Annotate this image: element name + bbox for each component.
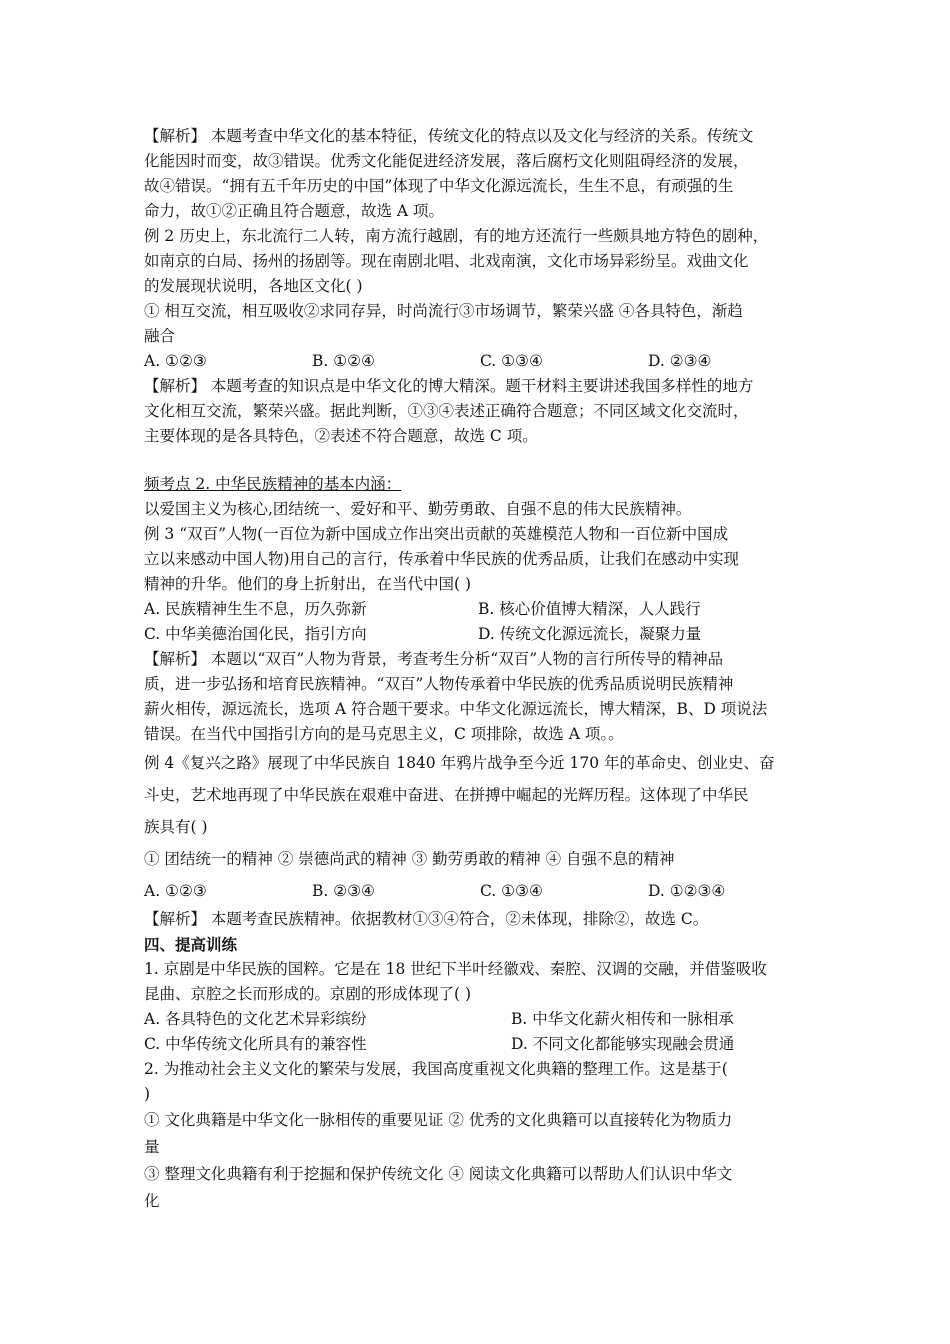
statement-items: ① 团结统一的精神 ② 崇德尚武的精神 ③ 勤劳勇敢的精神 ④ 自强不息的精神 — [144, 850, 675, 868]
option-b: B. ②③④ — [312, 882, 375, 900]
document-page — [144, 124, 812, 1215]
question-2 — [144, 1057, 812, 1215]
key-point-title: 频考点 2. 中华民族精神的基本内涵： — [144, 475, 402, 493]
question-stem-line: ) — [144, 1085, 151, 1103]
option-b: B. 核心价值博大精深，人人践行 — [478, 600, 701, 618]
option-d: D. ②③④ — [648, 352, 712, 370]
option-row — [144, 1007, 812, 1032]
question-stem-line: 的发展现状说明，各地区文化( ) — [144, 277, 363, 295]
option-row — [144, 875, 812, 907]
option-row — [144, 1032, 812, 1057]
option-row — [144, 349, 812, 374]
statement-line: 量 — [144, 1138, 160, 1156]
question-stem-line: 精神的升华。他们的身上折射出，在当代中国( ) — [144, 575, 472, 593]
question-stem-line: 融合 — [144, 327, 176, 345]
option-b: B. 中华文化薪火相传和一脉相承 — [511, 1010, 734, 1028]
example-2 — [144, 224, 812, 449]
question-stem-line: 例 3 “双百”人物(一百位为新中国成立作出突出贡献的英雄模范人物和一百位新中国成 — [144, 525, 729, 543]
option-a: A. ①②③ — [144, 352, 207, 370]
analysis-line: 【解析】 本题考查的知识点是中华文化的博大精深。题干材料主要讲述我国多样性的地方 — [144, 377, 754, 395]
key-point-2 — [144, 472, 812, 522]
spacer — [144, 449, 812, 472]
question-stem-line: 例 4《复兴之路》展现了中华民族自 1840 年鸦片战争至今近 170 年的革命史、创业史、奋 — [144, 754, 775, 772]
question-stem-line: 1. 京剧是中华民族的国粹。它是在 18 世纪下半叶经徽戏、秦腔、汉调的交融，并借鉴吸收 — [144, 960, 767, 978]
question-stem-line: 昆曲、京腔之长而形成的。京剧的形成体现了( ) — [144, 985, 472, 1003]
question-stem-line: 2. 为推动社会主义文化的繁荣与发展，我国高度重视文化典籍的整理工作。这是基于( — [144, 1060, 728, 1078]
option-d: D. 传统文化源远流长，凝聚力量 — [478, 625, 702, 643]
question-stem-line: 如南京的白局、扬州的扬剧等。现在南剧北唱、北戏南演，文化市场异彩纷呈。戏曲文化 — [144, 252, 749, 270]
option-d: D. 不同文化都能够实现融会贯通 — [511, 1035, 735, 1053]
question-stem-line: ① 相互交流，相互吸收②求同存异，时尚流行③市场调节，繁荣兴盛 ④各具特色，渐趋 — [144, 302, 743, 320]
option-c: C. 中华美德治国化民，指引方向 — [144, 625, 367, 643]
analysis-line: 质，进一步弘扬和培育民族精神。“双百”人物传承着中华民族的优秀品质说明民族精神 — [144, 675, 734, 693]
analysis-line: 【解析】 本题考查民族精神。依据教材①③④符合，②未体现，排除②，故选 C。 — [144, 910, 709, 928]
statement-line: 化 — [144, 1192, 160, 1210]
question-stem-line: 例 2 历史上，东北流行二人转，南方流行越剧，有的地方还流行一些颇具地方特色的剧种， — [144, 227, 769, 245]
statement-line: ③ 整理文化典籍有利于挖掘和保护传统文化 ④ 阅读文化典籍可以帮助人们认识中华文 — [144, 1165, 733, 1183]
analysis-block — [144, 124, 812, 224]
question-1 — [144, 957, 812, 1057]
example-3 — [144, 522, 812, 747]
key-point-text: 以爱国主义为核心,团结统一、爱好和平、勤劳勇敢、自强不息的伟大民族精神。 — [144, 500, 692, 518]
option-row — [144, 597, 812, 622]
analysis-line: 文化相互交流，繁荣兴盛。据此判断，①③④表述正确符合题意；不同区域文化交流时， — [144, 402, 749, 420]
analysis-line: 【解析】 本题以“双百”人物为背景，考查考生分析“双百”人物的言行所传导的精神品 — [144, 650, 724, 668]
analysis-line: 故④错误。“拥有五千年历史的中国”体现了中华文化源远流长，生生不息，有顽强的生 — [144, 177, 734, 195]
analysis-line: 主要体现的是各具特色，②表述不符合题意，故选 C 项。 — [144, 427, 538, 445]
option-a: A. 各具特色的文化艺术异彩缤纷 — [144, 1010, 367, 1028]
option-b: B. ①②④ — [312, 352, 375, 370]
analysis-line: 薪火相传，源远流长，选项 A 符合题干要求。中华文化源远流长，博大精深，B、D 项说法 — [144, 700, 768, 718]
example-4 — [144, 747, 812, 932]
analysis-line: 【解析】 本题考查中华文化的基本特征，传统文化的特点以及文化与经济的关系。传统文 — [144, 127, 754, 145]
option-d: D. ①②③④ — [648, 882, 726, 900]
statement-line: ① 文化典籍是中华文化一脉相传的重要见证 ② 优秀的文化典籍可以直接转化为物质力 — [144, 1111, 733, 1129]
option-c: C. ①③④ — [480, 882, 543, 900]
option-c: C. ①③④ — [480, 352, 543, 370]
analysis-line: 命力，故①②正确且符合题意，故选 A 项。 — [144, 202, 445, 220]
question-stem-line: 族具有( ) — [144, 818, 208, 836]
option-a: A. ①②③ — [144, 882, 207, 900]
analysis-line: 错误。在当代中国指引方向的是马克思主义，C 项排除，故选 A 项。。 — [144, 725, 624, 743]
option-c: C. 中华传统文化所具有的兼容性 — [144, 1035, 367, 1053]
analysis-line: 化能因时而变，故③错误。优秀文化能促进经济发展，落后腐朽文化则阻碍经济的发展， — [144, 152, 749, 170]
option-row — [144, 622, 812, 647]
section-heading: 四、提高训练 — [144, 935, 238, 954]
option-a: A. 民族精神生生不息，历久弥新 — [144, 600, 367, 618]
question-stem-line: 斗史，艺术地再现了中华民族在艰难中奋进、在拼搏中崛起的光辉历程。这体现了中华民 — [144, 786, 749, 804]
question-stem-line: 立以来感动中国人物)用自己的言行，传承着中华民族的优秀品质，让我们在感动中实现 — [144, 550, 740, 568]
